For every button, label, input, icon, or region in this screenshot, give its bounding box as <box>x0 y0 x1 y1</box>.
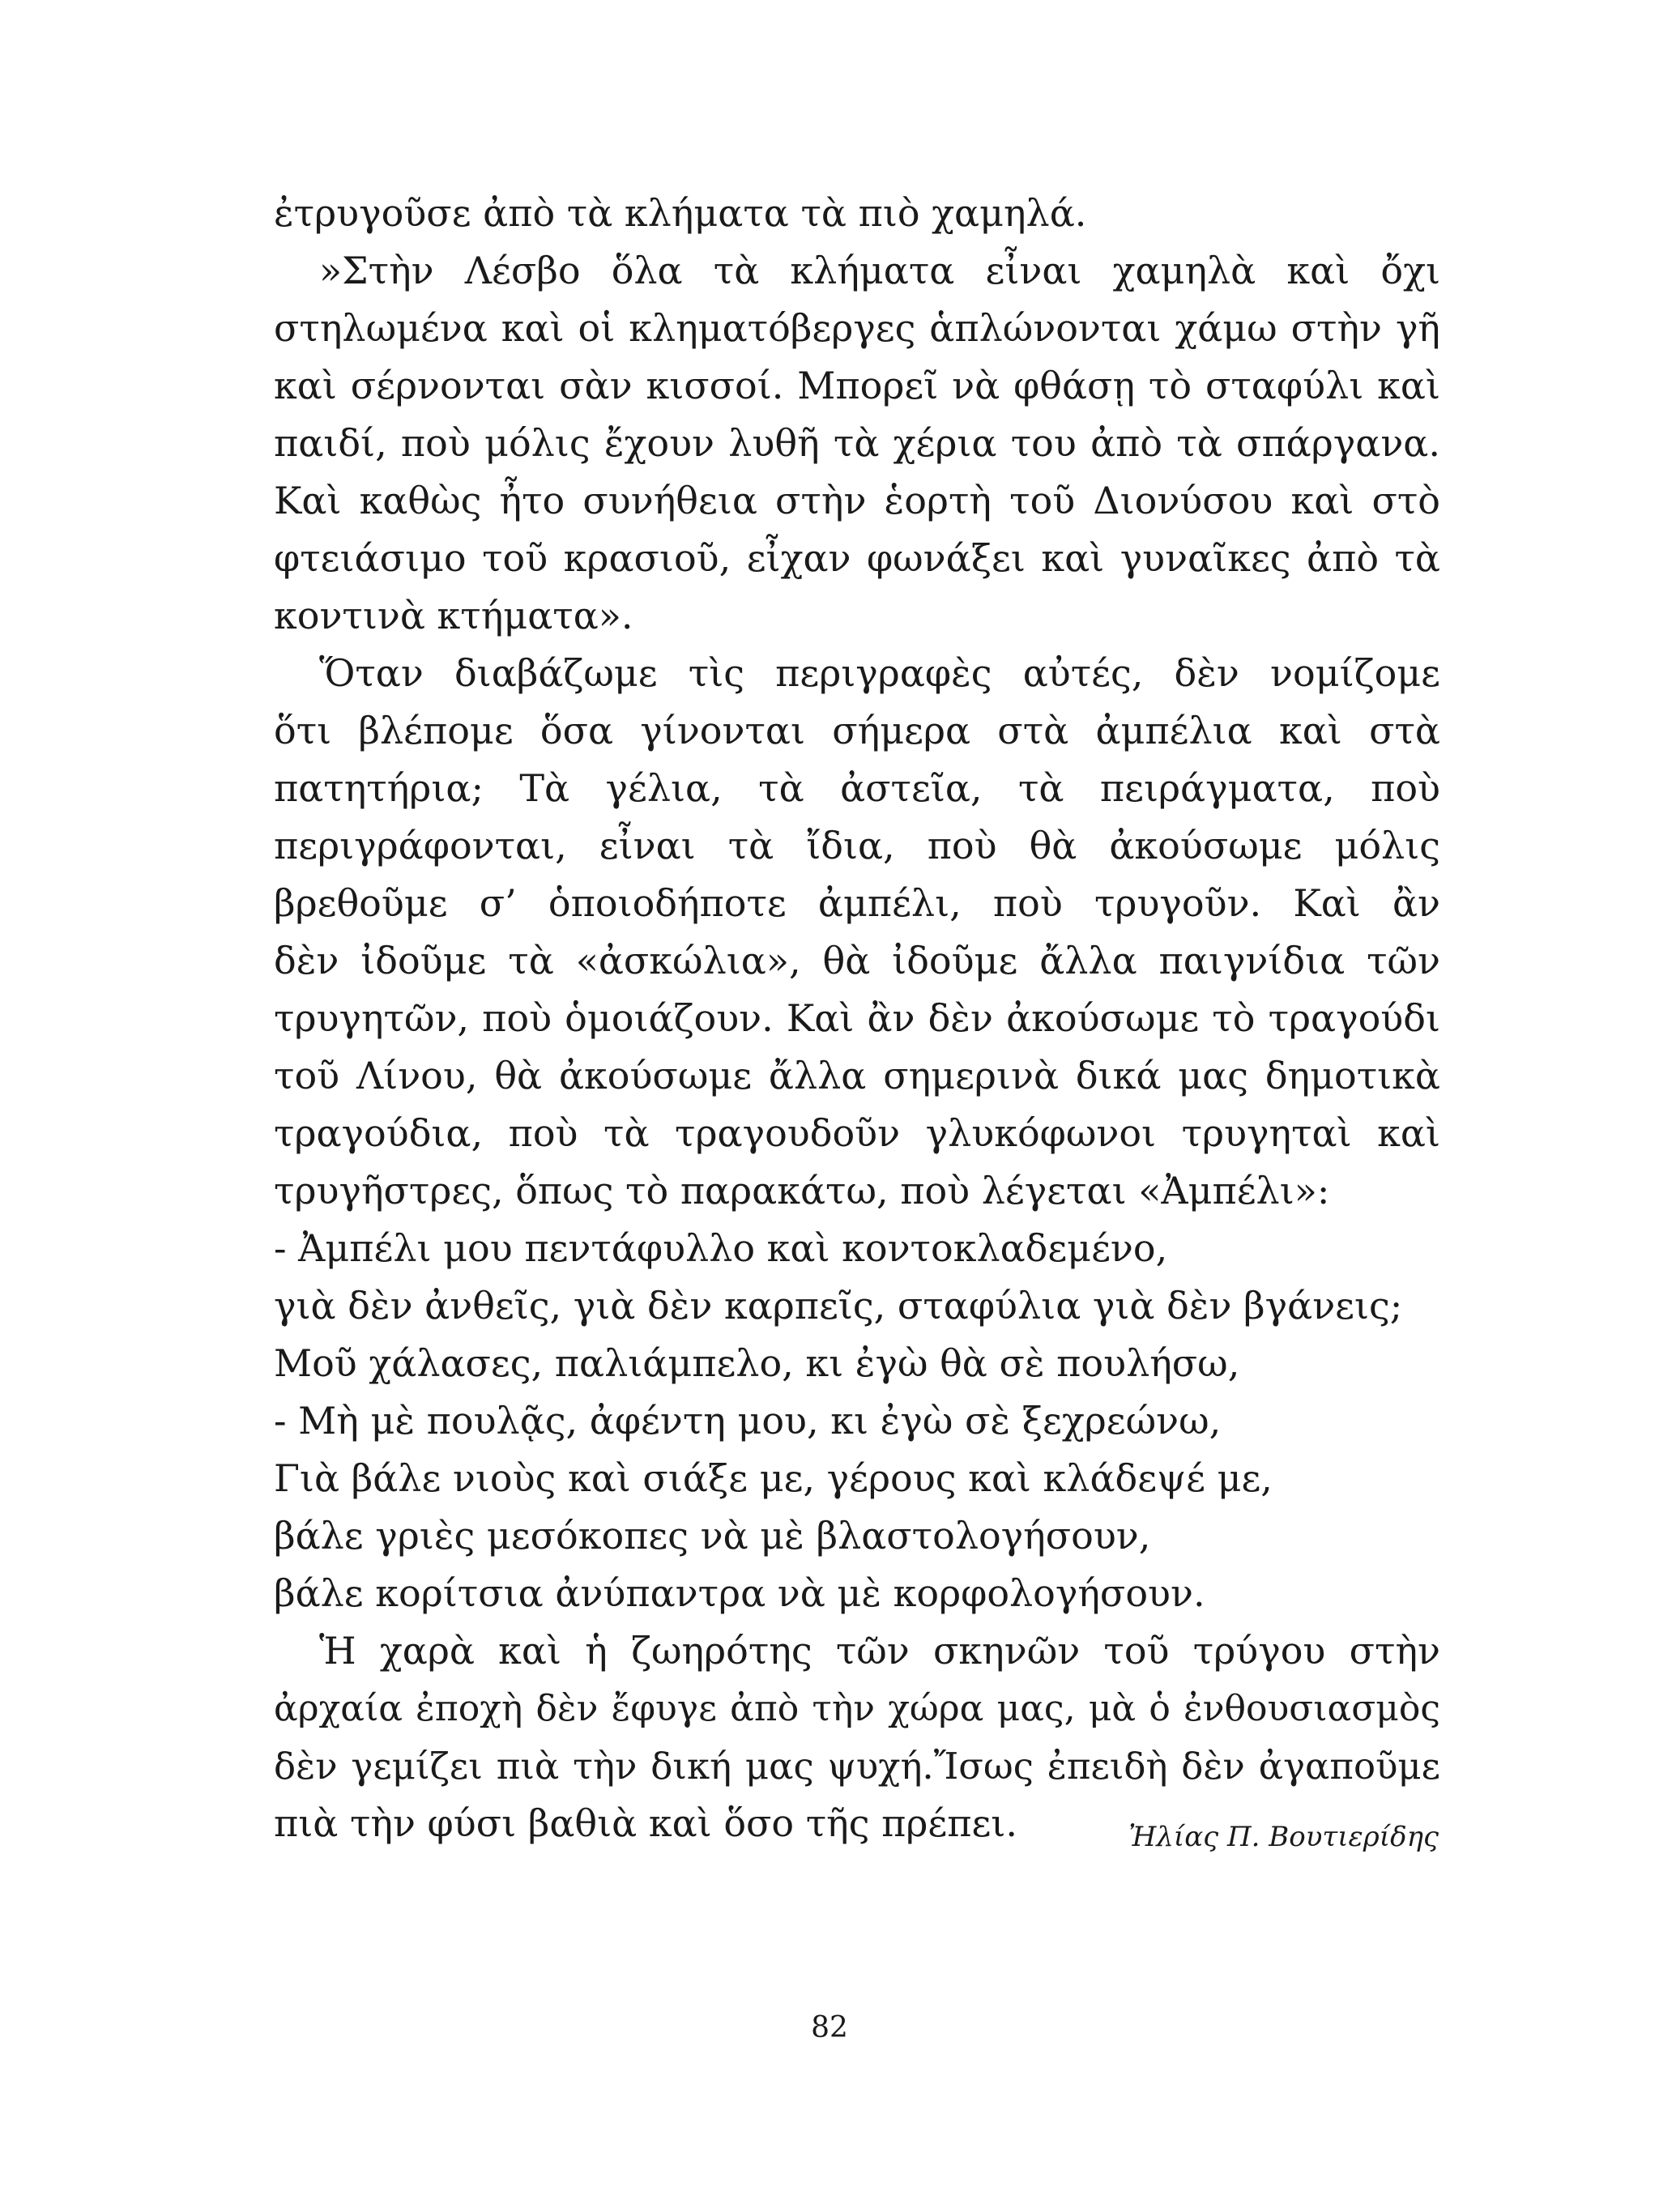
text-line: περιγράφονται, εἶναι τὰ ἴδια, ποὺ θὰ ἀκούσωμε μόλις <box>274 824 1440 867</box>
body-text <box>274 185 1440 1852</box>
page-number: 82 <box>811 2011 848 2044</box>
text-line: τρυγῆστρες, ὅπως τὸ παρακάτω, ποὺ λέγεται «Ἀμπέλι»: <box>274 1169 1330 1213</box>
text-line: τραγούδια, ποὺ τὰ τραγουδοῦν γλυκόφωνοι τρυγηταὶ καὶ <box>274 1111 1440 1155</box>
text-line: δὲν γεμίζει πιὰ τὴν δική μας ψυχή.Ἴσως ἐπειδὴ δὲν ἀγαποῦμε <box>274 1745 1440 1788</box>
text-line: τρυγητῶν, ποὺ ὁμοιάζουν. Καὶ ἂν δὲν ἀκούσωμε τὸ τραγούδι <box>274 996 1440 1040</box>
text-line: Ὅταν διαβάζωμε τὶς περιγραφὲς αὐτές, δὲν νομίζομε <box>319 651 1440 695</box>
text-line: ἐτρυγοῦσε ἀπὸ τὰ κλήματα τὰ πιὸ χαμηλά. <box>274 191 1087 235</box>
text-line: στηλωμένα καὶ οἱ κληματόβεργες ἁπλώνονται χάμω στὴν γῆ <box>274 306 1440 350</box>
text-line: Καὶ καθὼς ἦτο συνήθεια στὴν ἑορτὴ τοῦ Διονύσου καὶ στὸ <box>274 479 1440 522</box>
poem-line: Γιὰ βάλε νιοὺς καὶ σιάξε με, γέρους καὶ κλάδεψέ με, <box>274 1456 1273 1500</box>
text-line: πιὰ τὴν φύσι βαθιὰ καὶ ὅσο τῆς πρέπει. <box>274 1801 1017 1845</box>
text-line: κοντινὰ κτήματα». <box>274 594 633 637</box>
text-line: παιδί, ποὺ μόλις ἔχουν λυθῆ τὰ χέρια του ἀπὸ τὰ σπάργανα. <box>274 421 1440 465</box>
text-line: ἀρχαία ἐποχὴ δὲν ἔφυγε ἀπὸ τὴν χώρα μας, μὰ ὁ ἐνθουσιασμὸς <box>274 1688 1440 1729</box>
text-line: ὅτι βλέπομε ὅσα γίνονται σήμερα στὰ ἀμπέλια καὶ στὰ <box>274 709 1440 752</box>
poem-line: - Μὴ μὲ πουλᾷς, ἀφέντη μου, κι ἐγὼ σὲ ξεχρεώνω, <box>274 1399 1222 1443</box>
text-line: Ἡ χαρὰ καὶ ἡ ζωηρότης τῶν σκηνῶν τοῦ τρύγου στὴν <box>319 1629 1440 1673</box>
poem-line: γιὰ δὲν ἀνθεῖς, γιὰ δὲν καρπεῖς, σταφύλια γιὰ δὲν βγάνεις; <box>274 1284 1403 1328</box>
text-line: δὲν ἰδοῦμε τὰ «ἀσκώλια», θὰ ἰδοῦμε ἄλλα παιγνίδια τῶν <box>274 939 1440 982</box>
text-line: πατητήρια; Τὰ γέλια, τὰ ἀστεῖα, τὰ πειράγματα, ποὺ <box>274 766 1440 810</box>
text-line: τοῦ Λίνου, θὰ ἀκούσωμε ἄλλα σημερινὰ δικά μας δημοτικὰ <box>274 1054 1440 1097</box>
poem-line: βάλε κορίτσια ἀνύπαντρα νὰ μὲ κορφολογήσουν. <box>274 1571 1205 1615</box>
poem-line: Μοῦ χάλασες, παλιάμπελο, κι ἐγὼ θὰ σὲ πουλήσω, <box>274 1341 1240 1385</box>
text-line: φτειάσιμο τοῦ κρασιοῦ, εἶχαν φωνάξει καὶ γυναῖκες ἀπὸ τὰ <box>274 536 1440 580</box>
text-line: βρεθοῦμε σ’ ὁποιοδήποτε ἀμπέλι, ποὺ τρυγοῦν. Καὶ ἂν <box>274 881 1440 925</box>
author-signature: Ἠλίας Π. Βουτιερίδης <box>1128 1821 1439 1853</box>
text-line: καὶ σέρνονται σὰν κισσοί. Μπορεῖ νὰ φθάσῃ τὸ σταφύλι καὶ <box>274 364 1440 407</box>
poem-line: βάλε γριὲς μεσόκοπες νὰ μὲ βλαστολογήσουν, <box>274 1514 1151 1558</box>
poem-line: - Ἀμπέλι μου πεντάφυλλο καὶ κοντοκλαδεμένο, <box>274 1226 1168 1270</box>
text-line: »Στὴν Λέσβο ὅλα τὰ κλήματα εἶναι χαμηλὰ καὶ ὄχι <box>319 249 1440 292</box>
